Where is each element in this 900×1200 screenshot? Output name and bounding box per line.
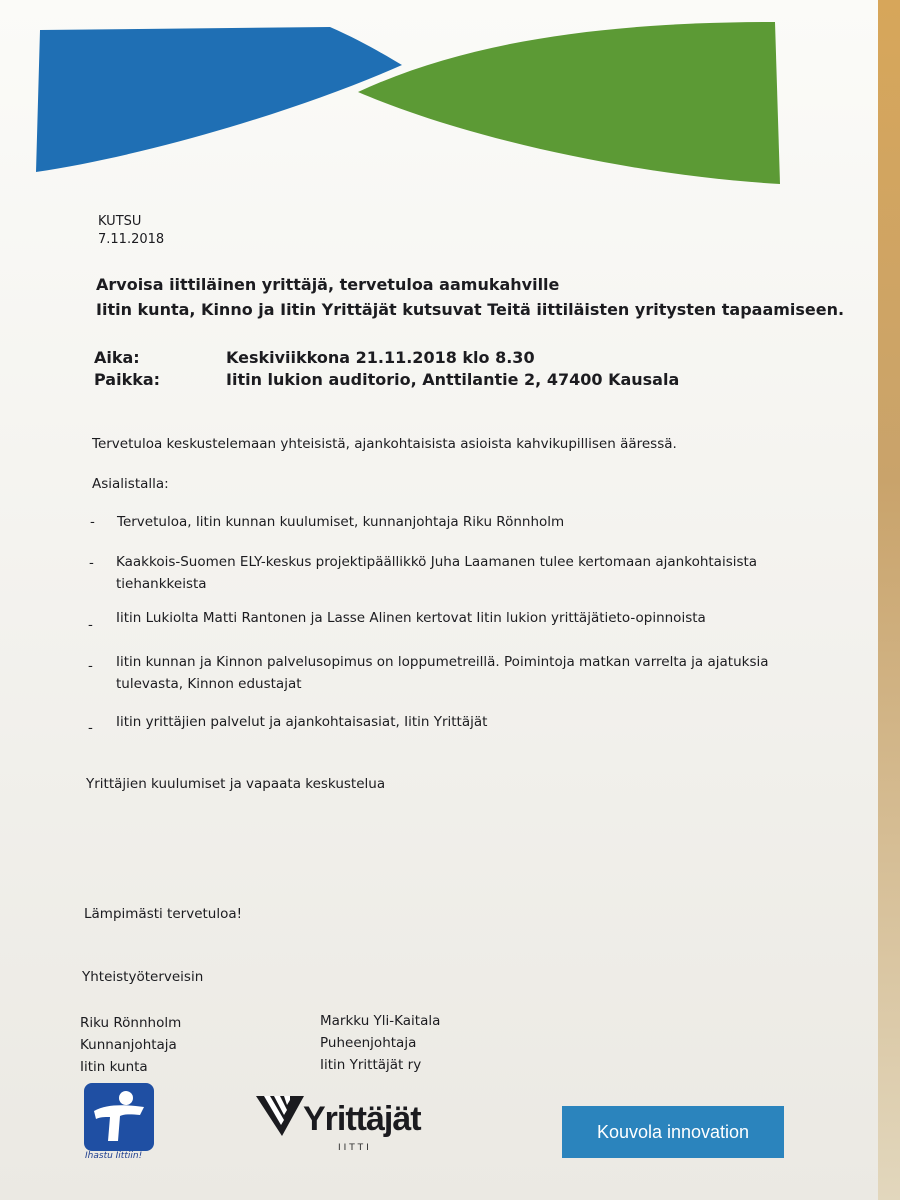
kouvola-innovation-logo <box>562 1106 784 1158</box>
banner-blue-wave <box>36 27 402 172</box>
yrittajat-logo-word: Yrittäjät <box>303 1100 421 1138</box>
signer-1-name: Riku Rönnholm <box>80 1015 182 1031</box>
agenda-bullet: - <box>88 617 93 633</box>
header-banner <box>0 0 878 200</box>
desk-edge <box>878 0 900 1200</box>
agenda-bullet: - <box>90 514 95 530</box>
headline <box>96 272 844 322</box>
invitation-date: 7.11.2018 <box>98 232 165 247</box>
banner-green-wave <box>358 22 780 184</box>
agenda-bullet: - <box>89 555 94 571</box>
yrittajat-logo-sub: IITTI <box>338 1143 372 1153</box>
time-label: Aika: <box>94 348 140 367</box>
agenda-item-2: Kaakkois-Suomen ELY-keskus projektipäällikkö Juha Laamanen tulee kertomaan ajankohtaisista tiehankkeista <box>116 554 758 592</box>
closing-note: Yrittäjien kuulumiset ja vapaata keskustelua <box>86 776 386 792</box>
headline-invite: Iitin kunta, Kinno ja Iitin Yrittäjät kutsuvat Teitä iittiläisten yritysten tapaamiseen. <box>96 300 845 319</box>
agenda-item-5: Iitin yrittäjien palvelut ja ajankohtaisasiat, Iitin Yrittäjät <box>116 714 488 730</box>
signer-2-name: Markku Yli-Kaitala <box>320 1013 441 1029</box>
place-label: Paikka: <box>94 370 161 389</box>
signer-1-title: Kunnanjohtaja <box>80 1037 177 1053</box>
agenda-item-4: Iitin kunnan ja Kinnon palvelusopimus on loppumetreillä. Poimintoja matkan varrelta ja ajatuksia tulevasta, Kinnon edustajat <box>116 654 769 692</box>
signature-block-2 <box>320 1010 440 1076</box>
headline-greeting: Arvoisa iittiläinen yrittäjä, tervetuloa aamukahville <box>96 275 560 294</box>
signature-block-1 <box>80 1012 181 1078</box>
invitation-header <box>98 213 164 249</box>
iitti-logo-caption: Ihastu Iittiin! <box>85 1151 143 1161</box>
warm-welcome: Lämpimästi tervetuloa! <box>84 906 243 922</box>
place-value: Iitin lukion auditorio, Anttilantie 2, 47400 Kausala <box>226 370 680 389</box>
agenda-bullet: - <box>88 720 93 736</box>
agenda-item-3: Iitin Lukiolta Matti Rantonen ja Lasse Alinen kertovat Iitin lukion yrittäjätieto-opinnoista <box>116 610 706 626</box>
time-value: Keskiviikkona 21.11.2018 klo 8.30 <box>226 348 535 367</box>
iitti-logo-icon <box>84 1083 154 1151</box>
agenda-bullet: - <box>88 658 93 674</box>
signer-2-title: Puheenjohtaja <box>320 1035 417 1051</box>
kutsu-label: KUTSU <box>98 214 142 229</box>
signer-1-org: Iitin kunta <box>80 1059 148 1075</box>
welcome-text: Tervetuloa keskustelemaan yhteisistä, ajankohtaisista asioista kahvikupillisen ääressä. <box>92 436 677 452</box>
agenda-title: Asialistalla: <box>92 476 169 492</box>
regards: Yhteistyöterveisin <box>82 969 204 985</box>
signer-2-org: Iitin Yrittäjät ry <box>320 1057 422 1073</box>
kouvola-logo-text: Kouvola innovation <box>596 1121 750 1142</box>
agenda-item-1: Tervetuloa, Iitin kunnan kuulumiset, kunnanjohtaja Riku Rönnholm <box>117 514 565 530</box>
